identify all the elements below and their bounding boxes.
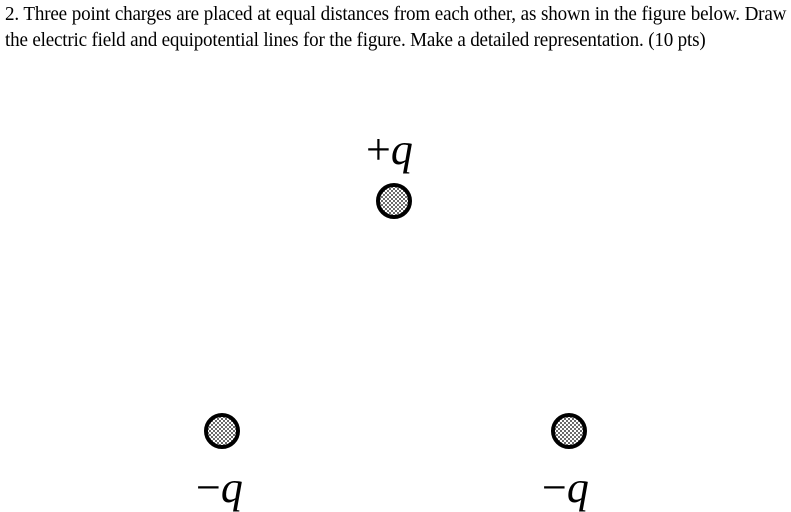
- charge-symbol-bottom-left: q: [220, 463, 243, 512]
- point-charge-bottom-left: [203, 412, 241, 450]
- charge-sign-top: +: [366, 125, 391, 174]
- charge-symbol-top: q: [390, 125, 413, 174]
- charge-symbol-bottom-right: q: [566, 463, 589, 512]
- charge-label-top: [366, 125, 413, 174]
- point-charge-bottom-right: [550, 412, 588, 450]
- charge-label-bottom-right: [542, 463, 589, 512]
- point-charge-top: [375, 182, 413, 220]
- charge-sign-bottom-left: −: [196, 463, 221, 512]
- charge-sign-bottom-right: −: [542, 463, 567, 512]
- charge-label-bottom-left: [196, 463, 243, 512]
- problem-statement: 2. Three point charges are placed at equal distances from each other, as shown in the figure below. Draw the electric field and equipotential lines for the figure. Make a detailed representation. (10 pts): [5, 3, 787, 51]
